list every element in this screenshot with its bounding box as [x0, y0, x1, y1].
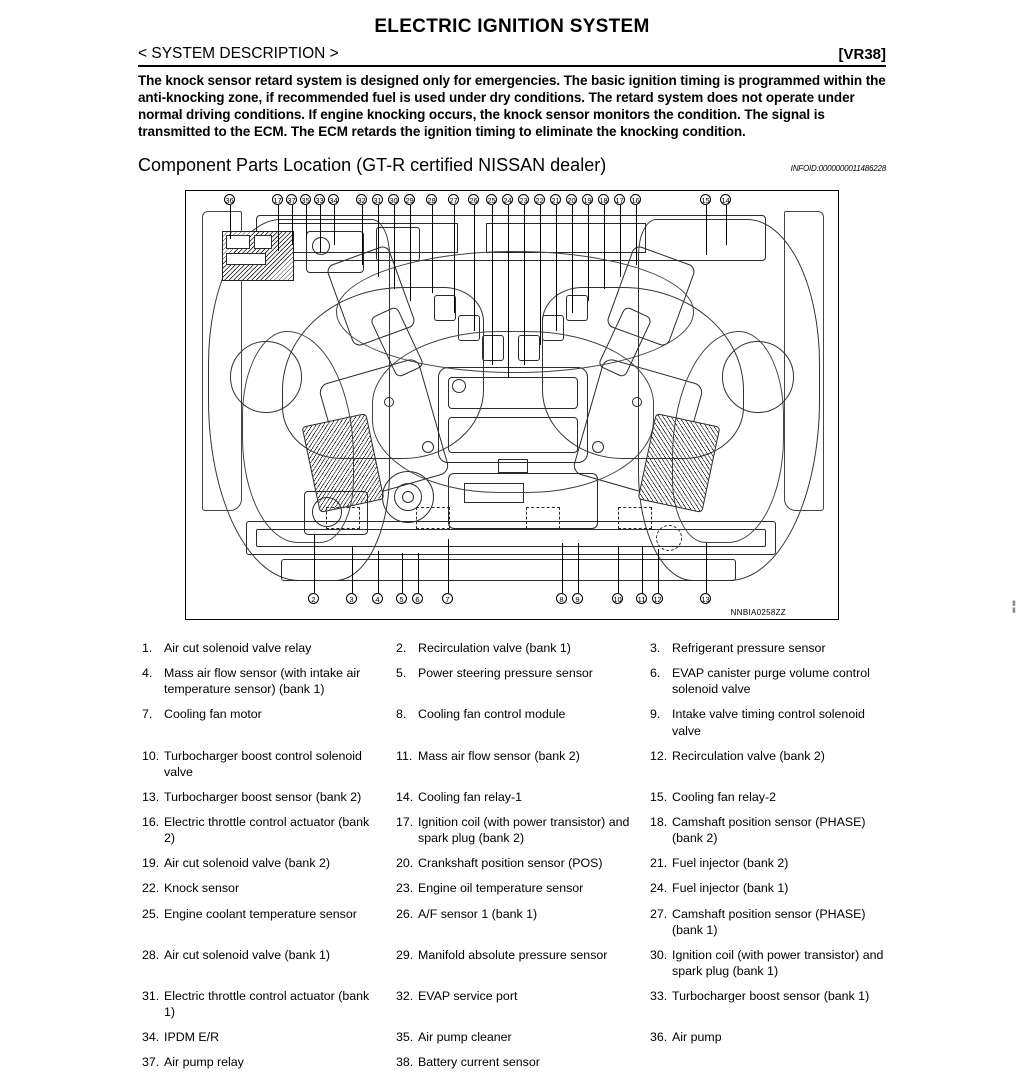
leader-line: [378, 551, 379, 593]
part-label: Camshaft position sensor (PHASE) (bank 1): [672, 906, 866, 937]
callout-32: 32: [357, 195, 366, 205]
callout-23: 23: [519, 195, 528, 205]
part-number: 19.: [142, 856, 160, 871]
air-pump-left: [312, 237, 330, 255]
list-item: [138, 876, 378, 901]
list-item: [392, 851, 632, 876]
part-label: Air pump: [672, 1030, 722, 1045]
part-label: Recirculation valve (bank 2): [672, 748, 825, 763]
part-number: 5.: [396, 666, 407, 681]
part-number: 9.: [650, 707, 661, 722]
list-item: [138, 784, 378, 809]
strut-tower-left: [230, 341, 302, 413]
callout-22: 22: [535, 195, 544, 205]
harness-box-2: [416, 507, 450, 529]
leader-line: [572, 205, 573, 313]
leader-line: [362, 205, 363, 265]
list-item: [646, 636, 886, 661]
section-heading: Component Parts Location (GT-R certified NISSAN dealer): [138, 154, 607, 175]
harness-box-3: [526, 507, 560, 529]
leader-line: [636, 205, 637, 265]
callout-13: 13: [701, 594, 710, 604]
part-label: EVAP service port: [418, 989, 518, 1004]
leader-line: [320, 205, 321, 253]
list-item: [392, 636, 632, 661]
harness-box-4: [618, 507, 652, 529]
part-label: Air pump cleaner: [418, 1030, 512, 1045]
part-number: 29.: [396, 947, 414, 962]
part-label: Cooling fan motor: [164, 707, 262, 722]
coolant-temp-sensor: [592, 441, 604, 453]
leader-line: [410, 205, 411, 301]
list-item: [392, 784, 632, 809]
leader-line: [306, 205, 307, 239]
ipdm-relay-3: [226, 253, 266, 265]
callout-28: 28: [427, 195, 436, 205]
part-label: Ignition coil (with power transistor) and spark plug (bank 2): [418, 815, 630, 846]
section-header-row: [138, 155, 886, 176]
part-label: Air cut solenoid valve (bank 1): [164, 947, 330, 962]
page-edge-marker: ▮ ▮: [1012, 600, 1016, 614]
callout-12: 12: [653, 594, 662, 604]
leader-line: [508, 205, 509, 377]
list-item: [392, 1050, 632, 1075]
part-label: Refrigerant pressure sensor: [672, 641, 826, 656]
list-item: [392, 661, 632, 702]
figure-id-label: NNBIA0258ZZ: [730, 607, 786, 617]
part-number: 27.: [650, 906, 668, 921]
cowl-right-section: [486, 223, 646, 253]
callout-10: 10: [613, 594, 622, 604]
list-item: [392, 942, 632, 983]
part-number: 24.: [650, 881, 668, 896]
leader-line: [394, 205, 395, 289]
part-number: 4.: [142, 666, 153, 681]
part-label: Fuel injector (bank 2): [672, 856, 789, 871]
part-number: 11.: [396, 748, 413, 763]
part-label: Cooling fan relay-2: [672, 789, 777, 804]
part-number: 8.: [396, 707, 407, 722]
leader-line: [314, 535, 315, 593]
part-label: Electric throttle control actuator (bank 2): [164, 815, 370, 846]
callout-15: 15: [701, 195, 710, 205]
leader-line: [556, 205, 557, 331]
callout-9: 9: [572, 593, 583, 604]
part-label: Air pump relay: [164, 1055, 244, 1070]
part-number: 20.: [396, 856, 414, 871]
part-label: Mass air flow sensor (with intake air temperature sensor) (bank 1): [164, 666, 361, 697]
callout-3: 3: [346, 593, 357, 604]
leader-line: [706, 543, 707, 593]
list-item: [392, 876, 632, 901]
leader-line: [432, 205, 433, 293]
part-label: Turbocharger boost control solenoid valve: [164, 748, 362, 779]
callout-16: 16: [631, 195, 640, 205]
list-item: [138, 901, 378, 942]
callout-24: 24: [503, 195, 512, 205]
list-item: [646, 876, 886, 901]
leader-line: [604, 205, 605, 289]
part-label: Manifold absolute pressure sensor: [418, 947, 608, 962]
list-item: [646, 942, 886, 983]
part-number: 31.: [142, 989, 160, 1004]
part-label: Turbocharger boost sensor (bank 2): [164, 789, 362, 804]
leader-line: [726, 205, 727, 245]
knock-sensor: [422, 441, 434, 453]
part-label: Cooling fan relay-1: [418, 789, 523, 804]
list-item: [138, 1050, 378, 1075]
figure-frame: [185, 190, 839, 620]
leader-line: [474, 205, 475, 331]
part-label: Mass air flow sensor (bank 2): [418, 748, 580, 763]
part-label: Recirculation valve (bank 1): [418, 641, 571, 656]
list-item: [138, 661, 378, 702]
part-label: Intake valve timing control solenoid valve: [672, 707, 865, 738]
callout-18: 18: [599, 195, 608, 205]
list-item: [138, 702, 378, 743]
list-item: [392, 743, 632, 784]
list-item: [392, 810, 632, 851]
part-label: Camshaft position sensor (PHASE) (bank 2): [672, 815, 866, 846]
list-item: [392, 901, 632, 942]
leader-line: [658, 549, 659, 593]
part-label: Electric throttle control actuator (bank 1): [164, 989, 370, 1020]
leader-line: [492, 205, 493, 365]
leader-line: [448, 539, 449, 593]
part-number: 13.: [142, 789, 160, 804]
list-item: [392, 984, 632, 1025]
part-number: 36.: [650, 1030, 668, 1045]
part-number: 12.: [650, 748, 668, 763]
callout-7: 7: [442, 593, 453, 604]
callout-29: 29: [405, 195, 414, 205]
part-number: 3.: [650, 641, 661, 656]
part-number: 38.: [396, 1055, 414, 1070]
part-label: Knock sensor: [164, 881, 240, 896]
list-item: [138, 942, 378, 983]
callout-33: 33: [315, 195, 324, 205]
leader-line: [454, 205, 455, 313]
callout-31: 31: [373, 195, 382, 205]
part-number: 28.: [142, 947, 160, 962]
list-item: [646, 1025, 886, 1050]
list-item: [646, 661, 886, 702]
list-item: [138, 851, 378, 876]
part-number: 10.: [142, 748, 160, 763]
part-label: Ignition coil (with power transistor) and spark plug (bank 1): [672, 947, 884, 978]
part-number: 35.: [396, 1030, 414, 1045]
list-item: [138, 810, 378, 851]
callout-35: 35: [301, 195, 310, 205]
part-number: 7.: [142, 707, 153, 722]
system-description-label: < SYSTEM DESCRIPTION >: [138, 45, 339, 62]
list-item: [646, 851, 886, 876]
system-description-header: [138, 45, 886, 67]
leader-line: [278, 205, 279, 251]
list-item: [138, 984, 378, 1025]
callout-26: 26: [469, 195, 478, 205]
part-number: 16.: [142, 815, 160, 830]
part-number: 17.: [396, 815, 414, 830]
infoid-label: INFOID:0000000011486228: [790, 163, 886, 173]
leader-line: [540, 205, 541, 345]
part-label: Fuel injector (bank 1): [672, 881, 789, 896]
leader-line: [642, 547, 643, 593]
list-item: [646, 743, 886, 784]
callout-34: 34: [329, 195, 338, 205]
leader-line: [706, 205, 707, 255]
leader-line: [230, 205, 231, 239]
component-location-figure: [138, 190, 886, 620]
callout-19: 19: [583, 195, 592, 205]
list-item-empty: [646, 1050, 886, 1075]
part-label: A/F sensor 1 (bank 1): [418, 906, 538, 921]
callout-27: 27: [449, 195, 458, 205]
part-label: Power steering pressure sensor: [418, 666, 593, 681]
list-item: [646, 901, 886, 942]
list-item: [646, 784, 886, 809]
list-item: [392, 702, 632, 743]
leader-line: [402, 553, 403, 593]
callout-17b: 17: [615, 195, 624, 205]
leader-line: [620, 205, 621, 277]
part-number: 6.: [650, 666, 661, 681]
strut-tower-right: [722, 341, 794, 413]
part-label: Engine oil temperature sensor: [418, 881, 584, 896]
callout-4: 4: [372, 593, 383, 604]
list-item: [646, 984, 886, 1025]
intro-paragraph: The knock sensor retard system is designed only for emergencies. The basic ignition timing is programmed within the anti-knocking zone, if recommended fuel is used under dry conditions. The retard system does not operate under normal driving conditions. If engine knocking occurs, the knock sensor monitors the condition. The signal is transmitted to the ECM. The ECM retards the ignition timing to eliminate the knocking condition.: [138, 73, 886, 140]
leader-line: [378, 205, 379, 277]
part-label: Engine coolant temperature sensor: [164, 906, 357, 921]
part-label: Cooling fan control module: [418, 707, 566, 722]
callout-36: 36: [225, 195, 234, 205]
part-label: Air cut solenoid valve (bank 2): [164, 856, 330, 871]
part-label: Battery current sensor: [418, 1055, 540, 1070]
crank-pulley-center: [402, 491, 414, 503]
part-number: 25.: [142, 906, 160, 921]
callout-21: 21: [551, 195, 560, 205]
cowl-left-section: [278, 223, 458, 253]
part-number: 37.: [142, 1055, 160, 1070]
part-label: IPDM E/R: [164, 1030, 220, 1045]
leader-line: [418, 553, 419, 593]
callout-11: 11: [637, 594, 646, 604]
callout-14: 14: [721, 195, 730, 205]
cam-position-sensor-b1: [384, 397, 394, 407]
callout-2: 2: [308, 593, 319, 604]
callout-37: 37: [287, 195, 296, 205]
part-number: 14.: [396, 789, 414, 804]
callout-6: 6: [412, 593, 423, 604]
leader-line: [588, 205, 589, 301]
cam-position-sensor-b2: [632, 397, 642, 407]
leader-line: [562, 543, 563, 593]
part-number: 26.: [396, 906, 414, 921]
leader-line: [334, 205, 335, 245]
part-label: Air cut solenoid valve relay: [164, 641, 312, 656]
ipdm-relay-2: [254, 235, 272, 249]
page-title: ELECTRIC IGNITION SYSTEM: [374, 16, 650, 37]
leader-line: [524, 205, 525, 365]
callout-8: 8: [556, 593, 567, 604]
leader-line: [292, 205, 293, 245]
part-number: 18.: [650, 815, 668, 830]
crank-position-sensor: [498, 459, 528, 473]
callout-20: 20: [567, 195, 576, 205]
part-number: 2.: [396, 641, 407, 656]
part-number: 1.: [142, 641, 153, 656]
part-number: 34.: [142, 1030, 160, 1045]
part-number: 32.: [396, 989, 414, 1004]
leader-line: [352, 547, 353, 593]
lower-panel: [281, 559, 736, 581]
part-label: Crankshaft position sensor (POS): [418, 856, 603, 871]
part-number: 30.: [650, 947, 668, 962]
engine-code-badge: [VR38]: [838, 46, 886, 63]
list-item: [138, 743, 378, 784]
part-number: 23.: [396, 881, 414, 896]
list-item: [646, 702, 886, 743]
part-number: 33.: [650, 989, 668, 1004]
part-number: 22.: [142, 881, 160, 896]
callout-5: 5: [396, 593, 407, 604]
battery-current-sensor: [656, 525, 682, 551]
callout-30: 30: [389, 195, 398, 205]
list-item: [138, 1025, 378, 1050]
part-number: 15.: [650, 789, 668, 804]
leader-line: [578, 543, 579, 593]
list-item: [138, 636, 378, 661]
list-item: [392, 1025, 632, 1050]
callout-25: 25: [487, 195, 496, 205]
list-item: [646, 810, 886, 851]
leader-line: [618, 547, 619, 593]
part-label: EVAP canister purge volume control solenoid valve: [672, 666, 870, 697]
callout-17a: 17: [273, 195, 282, 205]
parts-legend-list: [138, 636, 886, 1075]
part-label: Turbocharger boost sensor (bank 1): [672, 989, 870, 1004]
part-number: 21.: [650, 856, 668, 871]
